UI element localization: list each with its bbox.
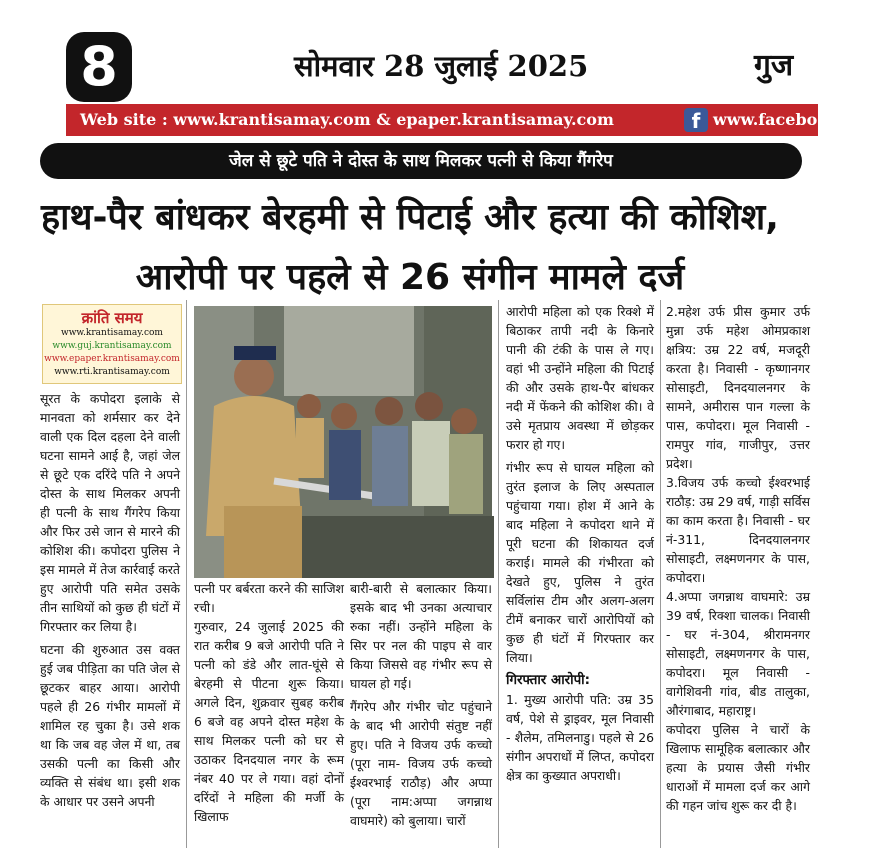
facebook-icon: f	[684, 108, 708, 132]
headline-line-2: आरोपी पर पहले से 26 संगीन मामले दर्ज	[135, 257, 685, 298]
paragraph: पत्नी पर बर्बरता करने की साजिश रची।	[194, 581, 344, 615]
column-divider	[498, 300, 499, 848]
paragraph: गंभीर रूप से घायल महिला को तुरंत इलाज के लिए अस्पताल पहुंचाया गया। होश में आने के बाद महिला ने कपोदरा थाने में पूरी घटना की शिकायत दर्ज कराई। मामले की गंभीरता को देखते हुए, पुलिस ने तुरंत सर्विलांस टीम और अलग-अलग टीमें बनाकर चारों आरोपियों को कुछ ही घंटों में गिरफ्तार कर लिया।	[506, 460, 654, 665]
column-divider	[660, 300, 661, 848]
paragraph: सूरत के कपोदरा इलाके से मानवता को शर्मसार कर देने वाली एक दिल दहला देने वाली घटना सामने आई है, जहां जेल से छूटे एक दरिंदे पति ने अपने दोस्त के साथ मिलकर अपनी ही पत्नी के साथ गैंगरेप किया और फिर उसे जान से मारने की कोशिश की। कपोदरा पुलिस ने इस मामले में तेज कार्रवाई करते हुए आरोपी पति समेत उसके तीन साथियों को कुछ ही घंटों में गिरफ्तार कर लिया है।	[40, 391, 180, 634]
facebook-link[interactable]: www.facebook.com/	[713, 110, 888, 129]
logo-url: www.epaper.krantisamay.com	[44, 354, 180, 364]
paragraph: 2.महेश उर्फ प्रीस कुमार उर्फ मुन्ना उर्फ महेश ओमप्रकाश क्षत्रिय: उम्र 22 वर्ष, मजदूरी करता है। निवासी - कृष्णानगर सोसाइटी, दिनदयालनगर के सामने, अमीरास पान गल्ला के पास, कपोदरा। मूल निवासी - रामपुर गांव, गाजीपुर, उत्तर प्रदेश।	[666, 304, 810, 471]
paragraph: गैंगरेप और गंभीर चोट पहुंचाने के बाद भी आरोपी संतुष्ट नहीं हुए। पति ने विजय उर्फ कच्चो (पूरा नाम- विजय उर्फ कच्चो ईश्वरभाई राठौड़) और अप्पा (पूरा नाम:अप्पा जगन्नाथ वाघमारे) को बुलाया। चारों	[350, 699, 492, 828]
paragraph: 1. मुख्य आरोपी पति: उम्र 35 वर्ष, पेशे से ड्राइवर, मूल निवासी - शैलेम, तमिलनाडु। पहले से 26 संगीन अपराधों में लिप्त, कपोदरा क्षेत्र का कुख्यात अपराधी।	[506, 692, 654, 783]
logo-url: www.rti.krantisamay.com	[54, 367, 170, 377]
section-label: गुज	[754, 48, 794, 83]
paragraph: घटना की शुरुआत उस वक्त हुई जब पीड़िता का पति जेल से छूटकर बाहर आया। आरोपी पहले ही 26 गंभीर मामलों में शामिल रह चुका है। उसे शक था कि जब वह जेल में था, तब उसकी पत्नी का किसी और व्यक्ति से संबंध था। इसी शक के आधार पर उसने अपनी	[40, 642, 180, 809]
news-photo-illustration	[194, 306, 492, 578]
paragraph: गुरुवार, 24 जुलाई 2025 की रात करीब 9 बजे आरोपी पति ने पत्नी को डंडे और लात-घूंसे से बेरहमी से पीटना शुरू किया। अगले दिन, शुक्रवार सुबह करीब 6 बजे वह अपने दोस्त महेश के साथ मिलकर पत्नी को घर से उठाकर दिनदयाल नगर के रूम नंबर 40 पर ले गया। वहां दोनों दरिंदों ने महिला की मर्जी के खिलाफ	[194, 619, 344, 824]
news-photo	[194, 306, 492, 578]
paragraph: बारी-बारी से बलात्कार किया। इसके बाद भी उनका अत्याचार रुका नहीं। उन्होंने महिला के सिर पर नल की पाइप से वार किया जिससे वह गंभीर रूप से घायल हो गई।	[350, 581, 492, 691]
paragraph: कपोदरा पुलिस ने चारों के खिलाफ सामूहिक बलात्कार और हत्या के प्रयास जैसी गंभीर धाराओं में मामला दर्ज कर आगे की गहन जांच शुरू कर दी है।	[666, 722, 810, 813]
article-column-4	[666, 302, 810, 844]
page-number: 8	[66, 32, 132, 102]
arrested-heading: गिरफ्तार आरोपी:	[506, 673, 590, 688]
article-headline	[20, 188, 800, 308]
logo-url: www.krantisamay.com	[61, 328, 163, 338]
website-bar	[66, 104, 888, 136]
article-kicker: जेल से छूटे पति ने दोस्त के साथ मिलकर पत्नी से किया गैंगरेप	[40, 143, 802, 179]
article-column-2	[194, 579, 344, 844]
logo-title: क्रांति समय	[81, 309, 143, 327]
paragraph: 3.विजय उर्फ कच्चो ईश्वरभाई राठौड़: उम्र 29 वर्ष, गाड़ी सर्विस का काम करता है। निवासी - घर नं-311, दिनदयालनगर सोसाइटी, लक्ष्मणनगर के पास, कपोदरा।	[666, 475, 811, 585]
issue-date: सोमवार 28 जुलाई 2025	[294, 49, 589, 83]
article-column-3	[506, 302, 654, 844]
logo-url: www.guj.krantisamay.com	[52, 341, 172, 351]
newspaper-logo	[42, 304, 182, 384]
article-column-1	[40, 389, 180, 844]
paragraph: 4.अप्पा जगन्नाथ वाघमारे: उम्र 39 वर्ष, रिक्शा चालक। निवासी - घर नं-304, श्रीरामनगर सोसाइटी, लक्ष्मणनगर के पास, कपोदरा। मूल निवासी - वागेशिवनी गांव, बीड तालुका, औरंगाबाद, महाराष्ट्र।	[666, 589, 810, 718]
paragraph: आरोपी महिला को एक रिक्शे में बिठाकर तापी नदी के किनारे पानी की टंकी के पास ले गए। वहां भी उन्होंने महिला की पिटाई की और उसके हाथ-पैर बांधकर नदी में फेंकने की कोशिश की। वे उसे मृतप्राय अवस्था में छोड़कर फरार हो गए।	[506, 304, 654, 452]
article-column-3a	[350, 579, 492, 844]
column-divider	[186, 300, 187, 848]
headline-line-1: हाथ-पैर बांधकर बेरहमी से पिटाई और हत्या की कोशिश,	[41, 197, 779, 238]
website-text: Web site : www.krantisamay.com & epaper.krantisamay.com	[80, 110, 614, 129]
